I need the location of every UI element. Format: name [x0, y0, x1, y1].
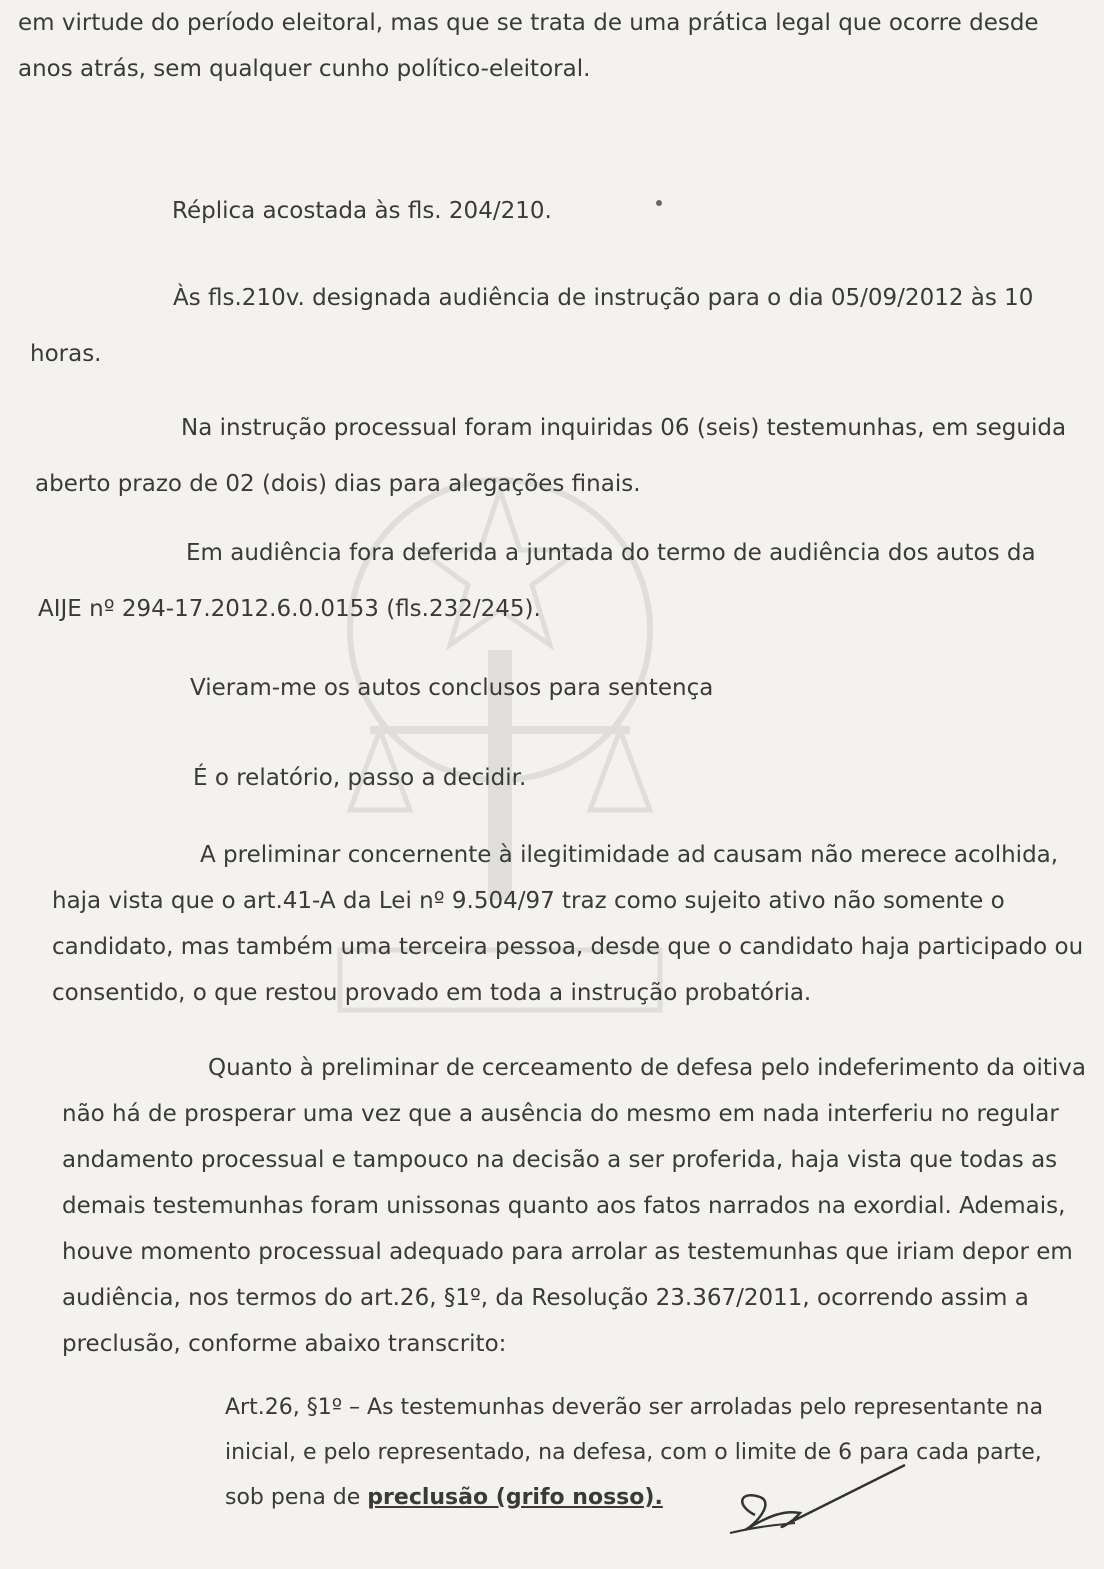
paragraph-audiencia: [30, 275, 1035, 377]
text-line: É o relatório, passo a decidir.: [193, 765, 527, 791]
paragraph-relatorio: [193, 755, 526, 801]
paragraph-continuation: [18, 0, 1039, 92]
emphasized-text: preclusão (grifo nosso).: [367, 1485, 663, 1510]
paragraph-instrucao: [35, 405, 1067, 507]
ink-mark: [656, 200, 662, 206]
text-line: demais testemunhas foram unissonas quanto aos fatos narrados na exordial. Ademais,: [62, 1193, 1066, 1219]
text-line-content: A preliminar concernente à ilegitimidade ad causam não merece acolhida,: [200, 842, 1059, 868]
text-line: em virtude do período eleitoral, mas que se trata de uma prática legal que ocorre desde: [18, 10, 1039, 36]
text-line: audiência, nos termos do art.26, §1º, da Resolução 23.367/2011, ocorrendo assim a: [62, 1285, 1029, 1311]
paragraph-cerceamento: [62, 1045, 1086, 1367]
text-line: haja vista que o art.41-A da Lei nº 9.504/97 traz como sujeito ativo não somente o: [52, 888, 1005, 914]
text-line: anos atrás, sem qualquer cunho político-eleitoral.: [18, 56, 591, 82]
paragraph-ilegitimidade: [52, 832, 1084, 1016]
text-line: Art.26, §1º – As testemunhas deverão ser arroladas pelo representante na: [225, 1395, 1044, 1420]
text-line: horas.: [30, 341, 102, 367]
paragraph-conclusos: [190, 665, 713, 711]
handwritten-signature: [715, 1455, 915, 1555]
text-line: consentido, o que restou provado em toda a instrução probatória.: [52, 980, 812, 1006]
text-line-content: Quanto à preliminar de cerceamento de defesa pelo indeferimento da oitiva: [208, 1055, 1086, 1081]
text-line: Vieram-me os autos conclusos para sentença: [190, 675, 714, 701]
text-line: andamento processual e tampouco na decisão a ser proferida, haja vista que todas as: [62, 1147, 1058, 1173]
text-line-content: Às fls.210v. designada audiência de instrução para o dia 05/09/2012 às 10: [173, 285, 1034, 311]
paragraph-replica: [172, 188, 552, 234]
text-line-content: Na instrução processual foram inquiridas 06 (seis) testemunhas, em seguida: [181, 415, 1067, 441]
text-line: [52, 832, 1060, 878]
text-line: AIJE nº 294-17.2012.6.0.0153 (fls.232/245).: [38, 596, 541, 622]
text-line: não há de prosperar uma vez que a ausência do mesmo em nada interferiu no regular: [62, 1101, 1059, 1127]
text-line: aberto prazo de 02 (dois) dias para alegações finais.: [35, 471, 641, 497]
text-line: preclusão, conforme abaixo transcrito:: [62, 1331, 507, 1357]
text-line: [62, 1045, 1086, 1091]
text-line: candidato, mas também uma terceira pessoa, desde que o candidato haja participado ou: [52, 934, 1084, 960]
text-line: houve momento processual adequado para arrolar as testemunhas que iriam depor em: [62, 1239, 1073, 1265]
text-line: [225, 1475, 1085, 1520]
text-line: inicial, e pelo representado, na defesa, com o limite de 6 para cada parte,: [225, 1440, 1042, 1465]
text-line: [38, 530, 1043, 576]
paragraph-juntada: [38, 530, 1043, 632]
text-line: Réplica acostada às fls. 204/210.: [172, 198, 552, 224]
legal-quotation: [225, 1385, 1085, 1520]
text-line-content: Em audiência fora deferida a juntada do termo de audiência dos autos da: [186, 540, 1036, 566]
text-line-content: sob pena de: [225, 1485, 368, 1510]
text-line: [30, 275, 1035, 321]
text-line: [35, 405, 1067, 451]
